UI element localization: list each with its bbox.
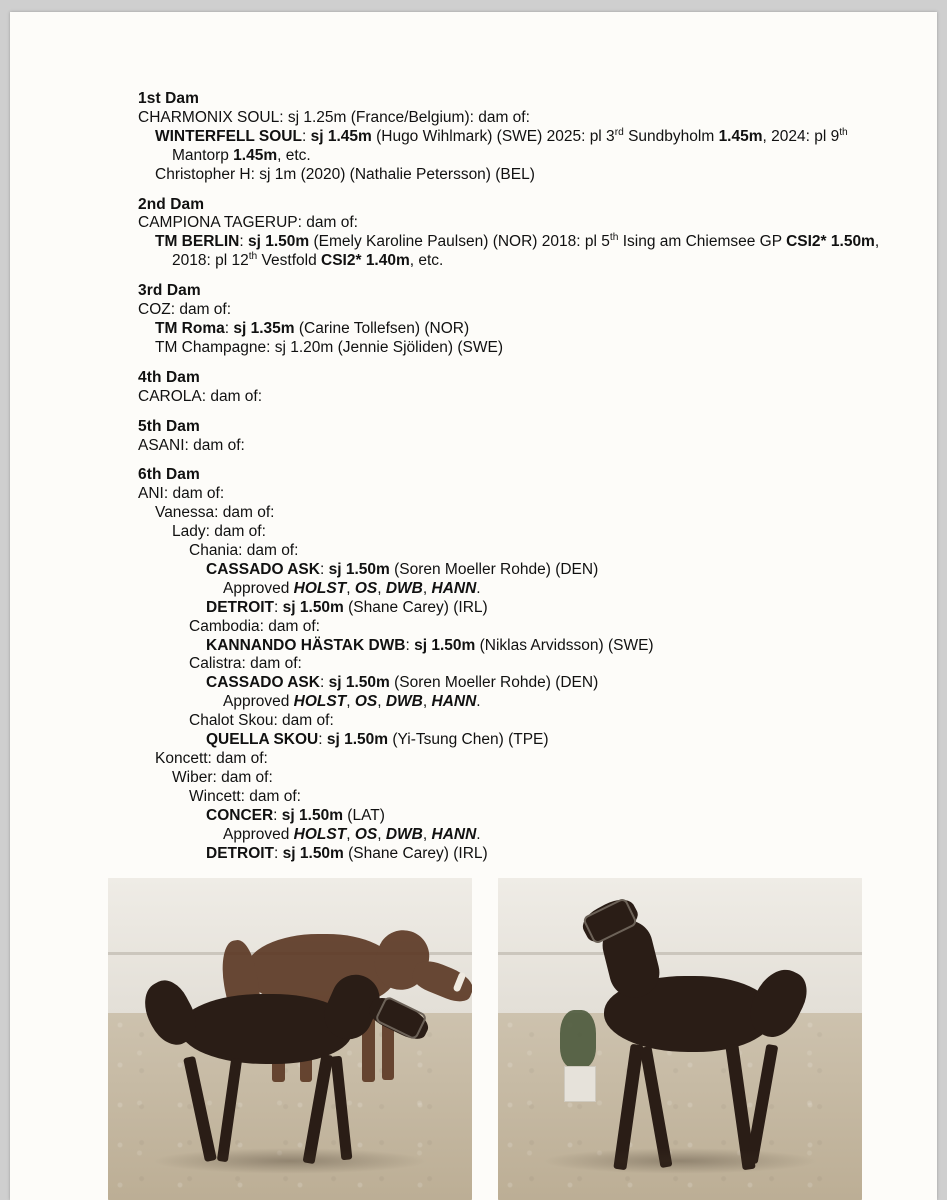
dam-section [138,369,898,407]
foal-with-mare-photo[interactable] [108,878,472,1200]
pedigree-line: Approved HOLST, OS, DWB, HANN. [223,579,481,597]
pedigree-line: Approved HOLST, OS, DWB, HANN. [223,825,481,843]
dam-section-heading: 2nd Dam [138,195,205,213]
pedigree-content [138,90,898,874]
dam-section [138,90,898,185]
dam-section [138,196,898,272]
pedigree-line: Cambodia: dam of: [189,617,320,635]
pedigree-line: CAROLA: dam of: [138,387,263,405]
pedigree-line: CASSADO ASK: sj 1.50m (Soren Moeller Rohde) (DEN) [206,560,599,578]
pedigree-line: CASSADO ASK: sj 1.50m (Soren Moeller Rohde) (DEN) [206,674,599,692]
pedigree-line: COZ: dam of: [138,301,232,319]
pedigree-line: Christopher H: sj 1m (2020) (Nathalie Petersson) (BEL) [155,165,535,183]
dam-section-heading: 1st Dam [138,90,200,107]
foal-standing-photo[interactable] [498,878,862,1200]
ground-shadow [542,1148,819,1174]
pedigree-line: Koncett: dam of: [155,750,268,767]
dam-section-heading: 4th Dam [138,368,200,386]
photo-scene-right [498,878,862,1200]
pedigree-line: Wincett: dam of: [189,787,301,805]
pedigree-line: TM BERLIN: sj 1.50m (Emely Karoline Paulsen) (NOR) 2018: pl 5th Ising am Chiemsee GP CSI2* 1.50m, 2018: pl 12th Vestfold CSI2* 1.40m, etc. [155,232,884,270]
pedigree-line: ASANI: dam of: [138,436,245,454]
document-page [10,12,937,1200]
dam-section-heading: 3rd Dam [138,282,201,300]
dam-section-heading: 5th Dam [138,417,200,435]
pedigree-line: Chania: dam of: [189,542,299,560]
pedigree-line: Vanessa: dam of: [155,504,275,522]
pedigree-line: Approved HOLST, OS, DWB, HANN. [223,693,481,711]
foal-silhouette [546,904,846,1184]
pedigree-line: QUELLA SKOU: sj 1.50m (Yi-Tsung Chen) (TPE) [206,731,549,749]
pedigree-line: TM Roma: sj 1.35m (Carine Tollefsen) (NOR) [155,319,470,337]
pedigree-line: WINTERFELL SOUL: sj 1.45m (Hugo Wihlmark) (SWE) 2025: pl 3rd Sundbyholm 1.45m, 2024: pl 9th Mantorp 1.45m, etc. [155,126,853,164]
dam-section [138,418,898,456]
pedigree-line: Chalot Skou: dam of: [189,712,334,730]
ground-shadow [152,1148,429,1174]
pedigree-line: ANI: dam of: [138,485,225,503]
pedigree-line: CONCER: sj 1.50m (LAT) [206,806,385,824]
pedigree-line: Calistra: dam of: [189,655,302,673]
photo-scene-left [108,878,472,1200]
photo-row [10,864,937,1200]
pedigree-line: Lady: dam of: [172,523,266,541]
pedigree-line: CHARMONIX SOUL: sj 1.25m (France/Belgium): dam of: [138,108,530,126]
dam-section [138,466,898,863]
dam-section-heading: 6th Dam [138,466,200,484]
pedigree-line: CAMPIONA TAGERUP: dam of: [138,214,358,232]
pedigree-line: Wiber: dam of: [172,768,273,786]
dam-section [138,282,898,358]
pedigree-line: DETROIT: sj 1.50m (Shane Carey) (IRL) [206,844,488,862]
pedigree-line: DETROIT: sj 1.50m (Shane Carey) (IRL) [206,598,488,616]
pedigree-line: TM Champagne: sj 1.20m (Jennie Sjöliden) (SWE) [155,338,504,356]
pedigree-line: KANNANDO HÄSTAK DWB: sj 1.50m (Niklas Arvidsson) (SWE) [206,636,654,654]
